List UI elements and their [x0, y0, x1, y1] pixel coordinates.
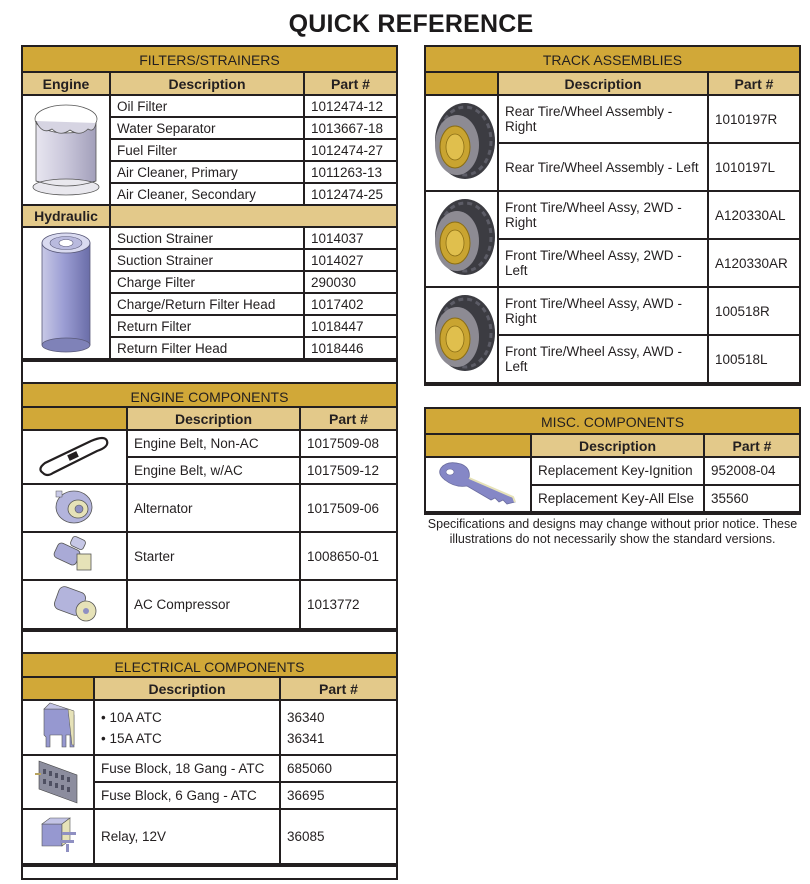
electrical-components-title: ELECTRICAL COMPONENTS — [23, 652, 396, 678]
part-number-cell: 1013667-18 — [304, 117, 396, 139]
fuse-block-icon — [33, 757, 83, 805]
relay-image-cell — [23, 809, 94, 864]
description-cell: Suction Strainer — [110, 249, 304, 271]
starter-image-cell — [23, 532, 127, 580]
part-number: 36341 — [287, 730, 325, 746]
description-cell: Alternator — [127, 484, 300, 532]
description-cell: Air Cleaner, Secondary — [110, 183, 304, 205]
description-cell: Air Cleaner, Primary — [110, 161, 304, 183]
description-cell: Front Tire/Wheel Assy, 2WD - Right — [498, 191, 708, 239]
oil-filter-image-cell — [23, 95, 110, 205]
misc-components-panel — [424, 407, 801, 515]
part-number-cell: 952008-04 — [704, 457, 799, 485]
track-assemblies-title: TRACK ASSEMBLIES — [426, 47, 799, 73]
fuse-block-image-cell — [23, 755, 94, 809]
tire-image-cell — [426, 95, 498, 191]
tire-image-cell — [426, 287, 498, 383]
part-number-cell: 1017509-06 — [300, 484, 396, 532]
hydraulic-header-fill — [110, 205, 396, 227]
description-cell: Fuse Block, 6 Gang - ATC — [94, 782, 280, 809]
engine-belt-image-cell — [23, 430, 127, 484]
tire-wheel-icon — [427, 101, 497, 183]
description-cell: Replacement Key-All Else — [531, 485, 704, 513]
disclaimer-text: Specifications and designs may change without prior notice. These illustrations do not necessarily show the standard versions. — [427, 517, 798, 546]
engine-components-table — [23, 408, 396, 630]
image-column-header — [23, 678, 94, 700]
bottom-spacer — [23, 865, 396, 871]
table-row — [23, 484, 396, 532]
table-row — [23, 755, 396, 782]
fuse-item: • 10A ATC — [101, 709, 162, 725]
section-spacer — [23, 630, 396, 652]
description-cell: Fuel Filter — [110, 139, 304, 161]
key-image-cell — [426, 457, 531, 512]
filters-strainers-table — [23, 73, 396, 360]
description-cell: Front Tire/Wheel Assy, AWD - Left — [498, 335, 708, 383]
blade-fuse-image-cell — [23, 700, 94, 755]
description-cell: Engine Belt, w/AC — [127, 457, 300, 484]
part-number-cell: 100518L — [708, 335, 799, 383]
key-icon — [433, 458, 523, 508]
oil-filter-icon — [30, 99, 102, 199]
part-number-cell: 290030 — [304, 271, 396, 293]
fuse-item: • 15A ATC — [101, 730, 162, 746]
part-number-cell: A120330AR — [708, 239, 799, 287]
table-row — [426, 457, 799, 485]
engine-belt-icon — [35, 433, 115, 479]
alternator-icon — [52, 487, 98, 527]
description-cell: Front Tire/Wheel Assy, 2WD - Left — [498, 239, 708, 287]
tire-wheel-icon — [427, 197, 497, 279]
part-number: 36340 — [287, 709, 325, 725]
tire-wheel-icon — [427, 293, 497, 375]
fuse-description-cell — [94, 700, 280, 755]
part-number-header: Part # — [300, 408, 396, 430]
misc-components-title: MISC. COMPONENTS — [426, 409, 799, 435]
part-number-cell: 1017509-12 — [300, 457, 396, 484]
page-title: QUICK REFERENCE — [288, 10, 534, 38]
table-row — [23, 227, 396, 249]
description-cell: Charge/Return Filter Head — [110, 293, 304, 315]
image-column-header — [426, 73, 498, 95]
part-number-cell: 100518R — [708, 287, 799, 335]
table-row — [23, 700, 396, 755]
description-header: Description — [110, 73, 304, 95]
part-number-cell: 1011263-13 — [304, 161, 396, 183]
fuse-description: 15A ATC — [109, 730, 162, 746]
filters-strainers-title: FILTERS/STRAINERS — [23, 47, 396, 73]
part-number-cell: 1013772 — [300, 580, 396, 629]
part-number-header: Part # — [280, 678, 396, 700]
part-number-cell: 1012474-12 — [304, 95, 396, 117]
part-number-cell: 1017402 — [304, 293, 396, 315]
part-number-header: Part # — [304, 73, 396, 95]
starter-icon — [51, 534, 99, 576]
hydraulic-filter-icon — [38, 229, 94, 355]
fuse-part-cell — [280, 700, 396, 755]
fuse-description: 10A ATC — [109, 709, 162, 725]
description-cell: Return Filter Head — [110, 337, 304, 359]
ac-compressor-icon — [50, 581, 100, 625]
part-number-cell: 1012474-27 — [304, 139, 396, 161]
blade-fuse-icon — [38, 701, 78, 751]
part-number-cell: 35560 — [704, 485, 799, 513]
track-assemblies-table — [426, 73, 799, 384]
table-row — [23, 809, 396, 864]
section-spacer — [23, 360, 396, 382]
table-row — [23, 95, 396, 117]
relay-icon — [36, 814, 80, 856]
table-row — [23, 430, 396, 457]
description-cell: Front Tire/Wheel Assy, AWD - Right — [498, 287, 708, 335]
engine-components-title: ENGINE COMPONENTS — [23, 382, 396, 408]
track-assemblies-panel — [424, 45, 801, 386]
part-number-cell: 1018447 — [304, 315, 396, 337]
description-cell: Starter — [127, 532, 300, 580]
description-cell: Engine Belt, Non-AC — [127, 430, 300, 457]
misc-components-table — [426, 435, 799, 513]
description-cell: Replacement Key-Ignition — [531, 457, 704, 485]
part-number-cell: 1014027 — [304, 249, 396, 271]
description-cell: Water Separator — [110, 117, 304, 139]
table-row — [23, 580, 396, 629]
left-panel — [21, 45, 398, 880]
part-number-cell: 1008650-01 — [300, 532, 396, 580]
description-header: Description — [127, 408, 300, 430]
image-column-header — [23, 408, 127, 430]
table-row — [426, 95, 799, 143]
table-row — [426, 287, 799, 335]
part-number-header: Part # — [704, 435, 799, 457]
engine-group-header: Engine — [23, 73, 110, 95]
part-number-cell: 685060 — [280, 755, 396, 782]
part-number-cell: 1010197R — [708, 95, 799, 143]
hydraulic-group-header: Hydraulic — [23, 205, 110, 227]
table-row — [23, 532, 396, 580]
description-cell: AC Compressor — [127, 580, 300, 629]
image-column-header — [426, 435, 531, 457]
description-cell: Suction Strainer — [110, 227, 304, 249]
part-number-cell: 1018446 — [304, 337, 396, 359]
table-row — [426, 191, 799, 239]
description-cell: Return Filter — [110, 315, 304, 337]
description-header: Description — [531, 435, 704, 457]
description-header: Description — [498, 73, 708, 95]
tire-image-cell — [426, 191, 498, 287]
description-cell: Rear Tire/Wheel Assembly - Left — [498, 143, 708, 191]
part-number-cell: 1014037 — [304, 227, 396, 249]
part-number-cell: 36085 — [280, 809, 396, 864]
description-cell: Relay, 12V — [94, 809, 280, 864]
description-header: Description — [94, 678, 280, 700]
ac-compressor-image-cell — [23, 580, 127, 629]
electrical-components-table — [23, 678, 396, 865]
alternator-image-cell — [23, 484, 127, 532]
part-number-cell: 36695 — [280, 782, 396, 809]
description-cell: Charge Filter — [110, 271, 304, 293]
hydraulic-filter-image-cell — [23, 227, 110, 359]
description-cell: Fuse Block, 18 Gang - ATC — [94, 755, 280, 782]
part-number-cell: 1010197L — [708, 143, 799, 191]
part-number-cell: 1017509-08 — [300, 430, 396, 457]
part-number-cell: A120330AL — [708, 191, 799, 239]
description-cell: Rear Tire/Wheel Assembly - Right — [498, 95, 708, 143]
description-cell: Oil Filter — [110, 95, 304, 117]
part-number-cell: 1012474-25 — [304, 183, 396, 205]
part-number-header: Part # — [708, 73, 799, 95]
